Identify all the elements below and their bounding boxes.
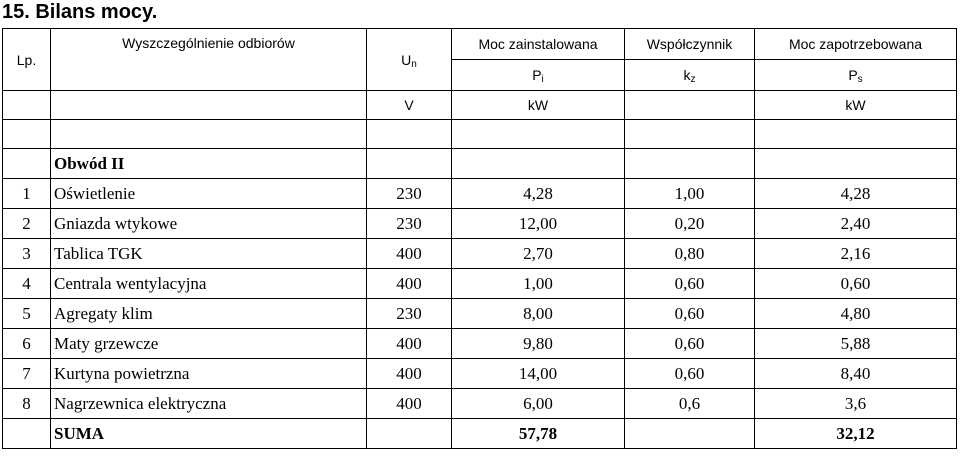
row-un: 400 bbox=[367, 389, 452, 419]
table-row bbox=[3, 329, 957, 359]
row-lp: 2 bbox=[3, 209, 51, 239]
row-name: Oświetlenie bbox=[51, 179, 367, 209]
header-unit-kw-demand: kW bbox=[755, 91, 957, 120]
header-kz bbox=[625, 60, 755, 91]
row-un: 230 bbox=[367, 299, 452, 329]
table-row bbox=[3, 359, 957, 389]
row-lp: 1 bbox=[3, 179, 51, 209]
row-pi: 2,70 bbox=[452, 239, 625, 269]
row-pi: 1,00 bbox=[452, 269, 625, 299]
header-unit-empty-1 bbox=[3, 91, 51, 120]
sum-label: SUMA bbox=[51, 419, 367, 449]
row-lp: 3 bbox=[3, 239, 51, 269]
row-name: Tablica TGK bbox=[51, 239, 367, 269]
sum-lp-empty bbox=[3, 419, 51, 449]
header-unit-empty-3 bbox=[625, 91, 755, 120]
header-lp: Lp. bbox=[3, 29, 51, 91]
header-installed-power: Moc zainstalowana bbox=[452, 29, 625, 60]
table-row bbox=[3, 179, 957, 209]
row-pi: 12,00 bbox=[452, 209, 625, 239]
row-ps: 3,6 bbox=[755, 389, 957, 419]
section-empty bbox=[452, 149, 625, 179]
header-description-text: Wyszczególnienie odbiorów bbox=[122, 35, 295, 51]
header-pi bbox=[452, 60, 625, 91]
row-ps: 5,88 bbox=[755, 329, 957, 359]
header-kz-subscript: z bbox=[690, 74, 696, 85]
row-lp: 7 bbox=[3, 359, 51, 389]
row-lp: 5 bbox=[3, 299, 51, 329]
sum-un-empty bbox=[367, 419, 452, 449]
spacer-cell bbox=[3, 120, 51, 149]
row-ps: 2,40 bbox=[755, 209, 957, 239]
row-lp: 8 bbox=[3, 389, 51, 419]
section-row bbox=[3, 149, 957, 179]
row-un: 400 bbox=[367, 359, 452, 389]
header-unit-empty-2 bbox=[51, 91, 367, 120]
row-un: 400 bbox=[367, 329, 452, 359]
row-pi: 6,00 bbox=[452, 389, 625, 419]
section-empty bbox=[367, 149, 452, 179]
row-kz: 0,60 bbox=[625, 269, 755, 299]
row-pi: 8,00 bbox=[452, 299, 625, 329]
section-title: Obwód II bbox=[51, 149, 367, 179]
row-pi: 4,28 bbox=[452, 179, 625, 209]
row-pi: 9,80 bbox=[452, 329, 625, 359]
row-lp: 6 bbox=[3, 329, 51, 359]
row-name: Kurtyna powietrzna bbox=[51, 359, 367, 389]
sum-pi: 57,78 bbox=[452, 419, 625, 449]
row-ps: 0,60 bbox=[755, 269, 957, 299]
header-un-subscript: n bbox=[411, 58, 417, 70]
header-un-symbol: U bbox=[401, 51, 412, 68]
header-ps bbox=[755, 60, 957, 91]
row-un: 230 bbox=[367, 209, 452, 239]
spacer-cell bbox=[755, 120, 957, 149]
spacer-cell bbox=[452, 120, 625, 149]
page-title: 15. Bilans mocy. bbox=[2, 1, 158, 23]
sum-ps: 32,12 bbox=[755, 419, 957, 449]
spacer-cell bbox=[367, 120, 452, 149]
section-lp-empty bbox=[3, 149, 51, 179]
row-un: 230 bbox=[367, 179, 452, 209]
section-empty bbox=[625, 149, 755, 179]
header-ps-symbol: P bbox=[848, 67, 858, 83]
header-pi-symbol: P bbox=[532, 67, 542, 83]
table-row bbox=[3, 209, 957, 239]
row-name: Maty grzewcze bbox=[51, 329, 367, 359]
row-name: Gniazda wtykowe bbox=[51, 209, 367, 239]
spacer-cell bbox=[625, 120, 755, 149]
row-lp: 4 bbox=[3, 269, 51, 299]
table-row bbox=[3, 269, 957, 299]
header-un bbox=[367, 29, 452, 91]
row-kz: 0,60 bbox=[625, 329, 755, 359]
power-balance-table bbox=[2, 28, 957, 449]
header-ps-subscript: s bbox=[857, 74, 863, 85]
header-unit-v: V bbox=[367, 91, 452, 120]
row-ps: 4,80 bbox=[755, 299, 957, 329]
header-description bbox=[51, 29, 367, 91]
row-kz: 0,60 bbox=[625, 299, 755, 329]
spacer-cell bbox=[51, 120, 367, 149]
row-ps: 8,40 bbox=[755, 359, 957, 389]
row-ps: 4,28 bbox=[755, 179, 957, 209]
row-pi: 14,00 bbox=[452, 359, 625, 389]
header-kz-symbol: k bbox=[683, 67, 691, 83]
header-coefficient: Współczynnik bbox=[625, 29, 755, 60]
row-kz: 0,60 bbox=[625, 359, 755, 389]
table-row bbox=[3, 299, 957, 329]
sum-kz-empty bbox=[625, 419, 755, 449]
row-kz: 1,00 bbox=[625, 179, 755, 209]
row-name: Agregaty klim bbox=[51, 299, 367, 329]
row-un: 400 bbox=[367, 239, 452, 269]
row-name: Centrala wentylacyjna bbox=[51, 269, 367, 299]
row-kz: 0,80 bbox=[625, 239, 755, 269]
header-demand-power: Moc zapotrzebowana bbox=[755, 29, 957, 60]
row-un: 400 bbox=[367, 269, 452, 299]
row-kz: 0,20 bbox=[625, 209, 755, 239]
header-pi-subscript: i bbox=[541, 74, 544, 85]
table-row bbox=[3, 239, 957, 269]
table-row bbox=[3, 389, 957, 419]
row-kz: 0,6 bbox=[625, 389, 755, 419]
row-name: Nagrzewnica elektryczna bbox=[51, 389, 367, 419]
header-unit-kw-installed: kW bbox=[452, 91, 625, 120]
sum-row bbox=[3, 419, 957, 449]
section-empty bbox=[755, 149, 957, 179]
row-ps: 2,16 bbox=[755, 239, 957, 269]
